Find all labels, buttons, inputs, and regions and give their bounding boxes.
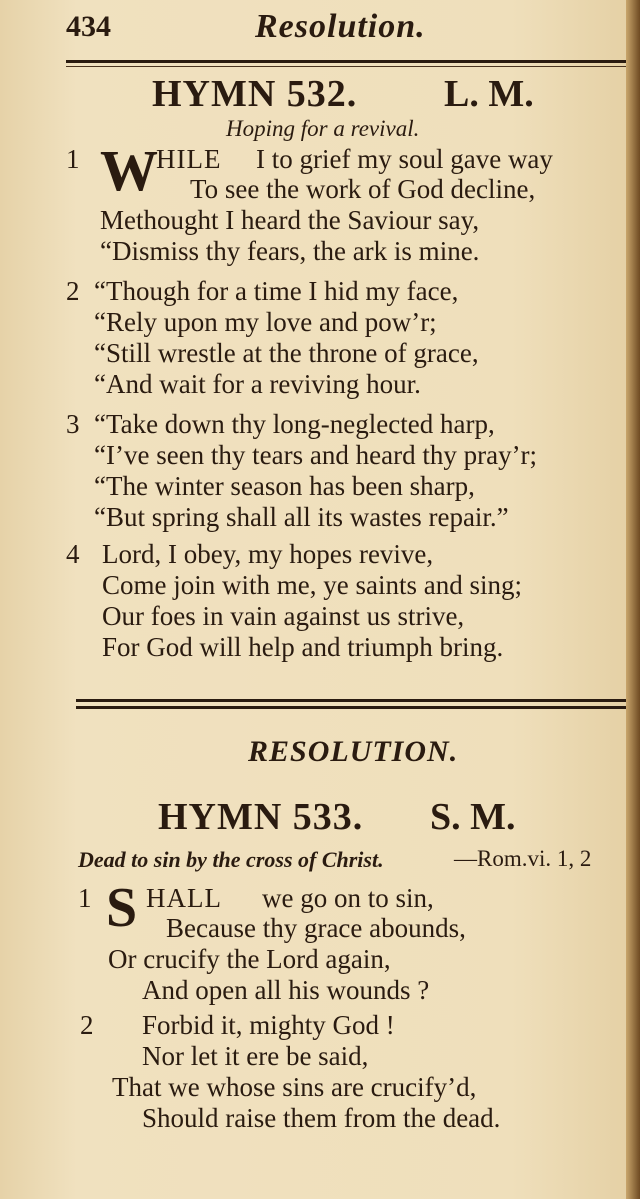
verse-line: And open all his wounds ? [142,975,430,1005]
stanza-number: 3 [66,409,80,439]
hymn-532-subtitle: Hoping for a revival. [226,116,420,141]
verse-line: Lord, I obey, my hopes revive, [102,539,434,569]
header-rule [66,60,626,63]
hymn-533-title: HYMN 533. [158,796,364,838]
hymn-532-title: HYMN 532. [152,73,358,115]
verse-line: That we whose sins are crucify’d, [112,1072,477,1102]
section-divider [76,699,626,702]
drop-cap: S [106,877,138,939]
verse-line: we go on to sin, [262,883,434,913]
verse-line: “And wait for a reviving hour. [94,369,421,399]
verse-line: For God will help and triumph bring. [102,632,504,662]
drop-cap: W [100,138,158,203]
stanza-number: 2 [66,276,80,306]
verse-line: To see the work of God decline, [190,174,536,204]
scripture-reference: —Rom.vi. 1, 2 [454,846,592,871]
header-rule-thin [66,66,626,67]
verse-line: “But spring shall all its wastes repair.” [94,502,509,532]
stanza-number: 1 [66,144,80,174]
verse-line: “The winter season has been sharp, [94,471,475,501]
verse-line: “Take down thy long-neglected harp, [94,409,495,439]
verse-line: “Still wrestle at the throne of grace, [94,338,479,368]
verse-line: Our foes in vain against us strive, [102,601,465,631]
stanza-number: 1 [78,883,92,913]
verse-line: “Dismiss thy fears, the ark is mine. [100,236,480,266]
verse-line: I to grief my soul gave way [256,144,553,174]
verse-line: “Though for a time I hid my face, [94,276,459,306]
page-number: 434 [66,10,111,43]
first-word: HILE [156,144,222,174]
hymn-532-meter: L. M. [444,73,534,115]
verse-line: Methought I heard the Saviour say, [100,205,480,235]
verse-line: Or crucify the Lord again, [108,944,391,974]
verse-line: Should raise them from the dead. [142,1103,501,1133]
verse-line: Forbid it, mighty God ! [142,1010,395,1040]
verse-line: Because thy grace abounds, [166,913,466,943]
verse-line: Come join with me, ye saints and sing; [102,570,522,600]
stanza-number: 4 [66,539,80,569]
section-divider [76,706,626,709]
stanza-number: 2 [80,1010,94,1040]
verse-line: Nor let it ere be said, [142,1041,369,1071]
hymn-533-meter: S. M. [430,796,516,838]
hymn-533-subtitle: Dead to sin by the cross of Christ. [78,847,384,872]
verse-line: “I’ve seen thy tears and heard thy pray’r; [94,440,538,470]
verse-line: “Rely upon my love and pow’r; [94,307,437,337]
section-title: RESOLUTION. [248,735,459,768]
running-title: Resolution. [255,8,426,45]
first-word: HALL [146,883,222,913]
book-edge-shadow [626,0,640,1199]
